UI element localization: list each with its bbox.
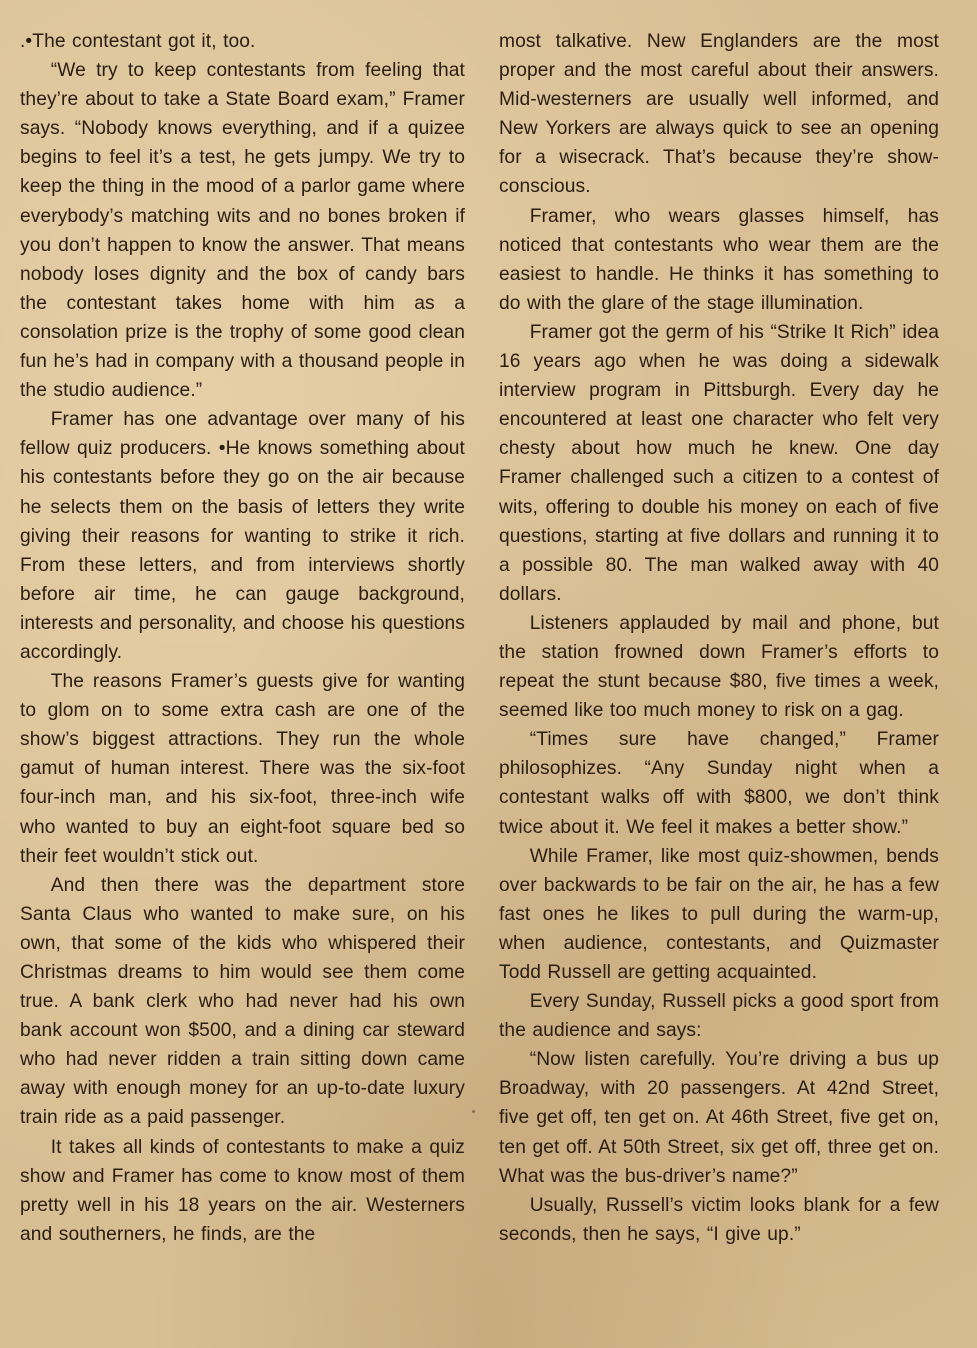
paragraph: “We try to keep contestants from feeling that they’re about to take a State Board exam,” Framer says. “Nobody knows everything, and if a quizee begins to feel it’s a test, he gets jumpy. We try to keep the thing in the mood of a parlor game where everybody’s matching wits and no bones broken if you don’t happen to know the answer. That means nobody loses dignity and the box of candy bars the contestant takes home with him as a consolation prize is the trophy of some good clean fun he’s had in company with a thousand people in the studio audience.” <box>20 60 465 402</box>
paragraph: Every Sunday, Russell picks a good sport from the audience and says: <box>499 991 939 1042</box>
paragraph: Framer got the germ of his “Strike It Rich” idea 16 years ago when he was doing a sidewalk interview program in Pittsburgh. Every day he encountered at least one character who felt very chesty about how much he knew. One day Framer challenged such a citizen to a contest of wits, offering to double his money on each of five questions, starting at five dollars and running it to a possible 80. The man walked away with 40 dollars. <box>499 321 939 605</box>
paragraph: And then there was the department store Santa Claus who wanted to make sure, on his own, that some of the kids who whispered their Christmas dreams to him would see them come true. A bank clerk who had never had his own bank account won $500, and a dining car steward who had never ridden a train sitting down came away with enough money for an up-to-date luxury train ride as a paid passenger. <box>20 874 465 1129</box>
right-column <box>499 27 939 1249</box>
paragraph: The reasons Framer’s guests give for wanting to glom on to some extra cash are one of the show’s biggest attractions. They run the whole gamut of human interest. There was the six-foot four-inch man, and his six-foot, three-inch wife who wanted to buy an eight-foot square bed so their feet wouldn’t stick out. <box>20 671 465 867</box>
paragraph: “Now listen carefully. You’re driving a bus up Broadway, with 20 passengers. At 42nd Street, five get off, ten get on. At 46th Street, five get on, ten get off. At 50th Street, six get off, three get on. What was the bus-driver’s name?” <box>499 1049 939 1187</box>
paragraph: .•The contestant got it, too. <box>20 31 256 52</box>
paragraph: “Times sure have changed,” Framer philosophizes. “Any Sunday night when a contestant walks off with $800, we don’t think twice about it. We feel it makes a better show.” <box>499 729 939 838</box>
paragraph: It takes all kinds of contestants to make a quiz show and Framer has come to know most of them pretty well in his 18 years on the air. Westerners and southerners, he finds, are the <box>20 1136 465 1245</box>
ink-speck <box>472 1110 475 1113</box>
paragraph: Usually, Russell’s victim looks blank for a few seconds, then he says, “I give up.” <box>499 1194 939 1245</box>
paragraph: most talkative. New Englanders are the most proper and the most careful about their answers. Mid-westerners are usually well informed, and New Yorkers are always quick to see an opening for a wisecrack. That’s because they’re show-conscious. <box>499 31 939 198</box>
paragraph: Framer has one advantage over many of his fellow quiz producers. •He knows something about his contestants before they go on the air because he selects them on the basis of letters they write giving their reasons for wanting to strike it rich. From these letters, and from interviews shortly before air time, he can gauge background, interests and personality, and choose his questions accordingly. <box>20 409 465 663</box>
paragraph: Listeners applauded by mail and phone, but the station frowned down Framer’s efforts to repeat the stunt because $80, five times a week, seemed like too much money to risk on a gag. <box>499 612 939 722</box>
paragraph: While Framer, like most quiz-showmen, bends over backwards to be fair on the air, he has a few fast ones he likes to pull during the warm-up, when audience, contestants, and Quizmaster Todd Russell are getting acquainted. <box>499 845 939 983</box>
left-column <box>20 27 465 1249</box>
paragraph: Framer, who wears glasses himself, has noticed that contestants who wear them are the easiest to handle. He thinks it has something to do with the glare of the stage illumination. <box>499 205 939 314</box>
